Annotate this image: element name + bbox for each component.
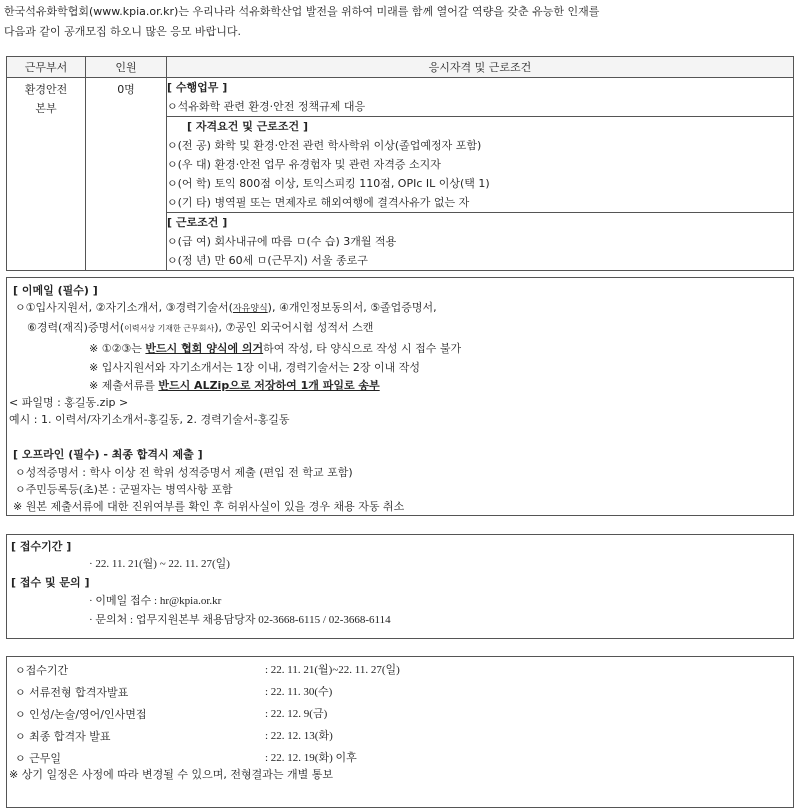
note-text: 하여 작성, 타 양식으로 작성 시 접수 불가 bbox=[263, 342, 462, 355]
email-docs-line-2 bbox=[27, 319, 373, 337]
department-cell bbox=[7, 78, 86, 271]
qualification-item: ㅇ(어 학) 토익 800점 이상, 토익스피킹 110점, OPIc IL 이상(택 1) bbox=[167, 177, 490, 190]
filename-text: < 파일명 : 홍길동.zip > bbox=[9, 396, 129, 409]
email-docs-text: ㅇ①입사지원서, ②자기소개서, ③경력기술서( bbox=[15, 301, 233, 314]
offline-note: ※ 원본 제출서류에 대한 진위여부를 확인 후 허위사실이 있을 경우 채용 자동 취소 bbox=[13, 500, 405, 513]
schedule-value: : 22. 11. 30(수) bbox=[265, 686, 333, 698]
schedule-value: : 22. 12. 19(화) 이후 bbox=[265, 752, 357, 764]
email-docs-line-1 bbox=[15, 299, 437, 318]
offline-item-1: ㅇ성적증명서 : 학사 이상 전 학위 성적증명서 제출 (편입 전 학교 포함) bbox=[15, 466, 353, 479]
schedule-label: ㅇ 근무일 bbox=[15, 752, 62, 765]
email-note-1 bbox=[89, 340, 461, 357]
schedule-box bbox=[6, 656, 794, 808]
work-condition-cell bbox=[167, 213, 794, 271]
receipt-period-title: [ 접수기간 ] bbox=[11, 540, 72, 553]
duty-item: ㅇ석유화학 관련 환경·안전 정책규제 대응 bbox=[167, 100, 366, 113]
schedule-label: ㅇ 서류전형 합격자발표 bbox=[15, 686, 129, 699]
intro-line-2: 다음과 같이 공개모집 하오니 많은 응모 바랍니다. bbox=[4, 25, 241, 38]
schedule-label: ㅇ접수기간 bbox=[15, 664, 69, 677]
note-text: ※ 제출서류를 bbox=[89, 379, 159, 392]
qualification-item: ㅇ(우 대) 환경·안전 업무 유경험자 및 관련 자격증 소지자 bbox=[167, 158, 441, 171]
offline-item-2: ㅇ주민등록등(초)본 : 군필자는 병역사항 포함 bbox=[15, 483, 233, 496]
duty-title: [ 수행업무 ] bbox=[167, 81, 228, 94]
email-docs-text: ), ⑦공인 외국어시험 성적서 스캔 bbox=[214, 321, 374, 334]
schedule-label: ㅇ 인성/논술/영어/인사면접 bbox=[15, 708, 147, 721]
example-text: 예시 : 1. 이력서/자기소개서-홍길동, 2. 경력기술서-홍길동 bbox=[9, 413, 290, 426]
receipt-period: · 22. 11. 21(월) ~ 22. 11. 27(일) bbox=[89, 558, 230, 570]
qualification-item: ㅇ(전 공) 화학 및 환경·안전 관련 학사학위 이상(졸업예정자 포함) bbox=[167, 139, 482, 152]
note-text: ※ ①②③는 bbox=[89, 342, 146, 355]
schedule-value: : 22. 12. 13(화) bbox=[265, 730, 333, 742]
job-row bbox=[7, 78, 794, 117]
intro-line-1: 한국석유화학협회(www.kpia.or.kr)는 우리나라 석유화학산업 발전을 위하여 미래를 함께 열어갈 역량을 갖춘 유능한 인재를 bbox=[4, 5, 600, 18]
email-docs-underlined: 자유양식 bbox=[232, 304, 268, 314]
offline-title: [ 오프라인 (필수) - 최종 합격시 제출 ] bbox=[13, 448, 203, 461]
schedule-value: : 22. 11. 21(월)~22. 11. 27(일) bbox=[265, 664, 400, 676]
receipt-box bbox=[6, 534, 794, 639]
schedule-note: ※ 상기 일정은 사정에 따라 변경될 수 있으며, 전형결과는 개별 통보 bbox=[9, 768, 333, 781]
work-condition-item: ㅇ(급 여) 회사내규에 따름 ㅁ(수 습) 3개월 적용 bbox=[167, 235, 397, 248]
qualification-title: [ 자격요건 및 근로조건 ] bbox=[187, 120, 309, 133]
count-cell: 0명 bbox=[86, 78, 167, 271]
header-qualifications: 응시자격 및 근로조건 bbox=[167, 57, 794, 78]
receipt-contact-title: [ 접수 및 문의 ] bbox=[11, 576, 90, 589]
work-condition-item: ㅇ(정 년) 만 60세 ㅁ(근무지) 서울 종로구 bbox=[167, 254, 368, 267]
department-line-1: 환경안전 bbox=[24, 83, 68, 96]
schedule-label: ㅇ 최종 합격자 발표 bbox=[15, 730, 111, 743]
job-table bbox=[6, 56, 794, 271]
qualification-item: ㅇ(기 타) 병역필 또는 면제자로 해외여행에 결격사유가 없는 자 bbox=[167, 196, 470, 209]
email-title: [ 이메일 (필수) ] bbox=[13, 284, 98, 297]
email-docs-text: ), ④개인정보동의서, ⑤졸업증명서, bbox=[267, 301, 437, 314]
receipt-email: · 이메일 접수 : hr@kpia.or.kr bbox=[89, 595, 222, 607]
receipt-phone: · 문의처 : 업무지원본부 채용담당자 02-3668-6115 / 02-3668-6114 bbox=[89, 614, 391, 626]
header-count: 인원 bbox=[86, 57, 167, 78]
email-docs-small: 이력서상 기재한 근무회사 bbox=[124, 324, 215, 333]
note-emphasis: 반드시 ALZip으로 저장하여 1개 파일로 송부 bbox=[158, 379, 380, 392]
header-department: 근무부서 bbox=[7, 57, 86, 78]
email-docs-text: ⑥경력(재직)증명서( bbox=[27, 321, 125, 334]
email-note-2: ※ 입사지원서와 자기소개서는 1장 이내, 경력기술서는 2장 이내 작성 bbox=[89, 361, 420, 374]
submission-box bbox=[6, 277, 794, 516]
schedule-value: : 22. 12. 9(금) bbox=[265, 708, 328, 720]
duty-cell bbox=[167, 78, 794, 117]
intro-text bbox=[4, 2, 599, 42]
qualification-cell bbox=[167, 117, 794, 213]
work-condition-title: [ 근로조건 ] bbox=[167, 216, 228, 229]
note-emphasis: 반드시 협회 양식에 의거 bbox=[145, 342, 264, 355]
email-note-3 bbox=[89, 377, 380, 394]
job-table-header bbox=[7, 57, 794, 78]
department-line-2: 본부 bbox=[35, 102, 57, 115]
